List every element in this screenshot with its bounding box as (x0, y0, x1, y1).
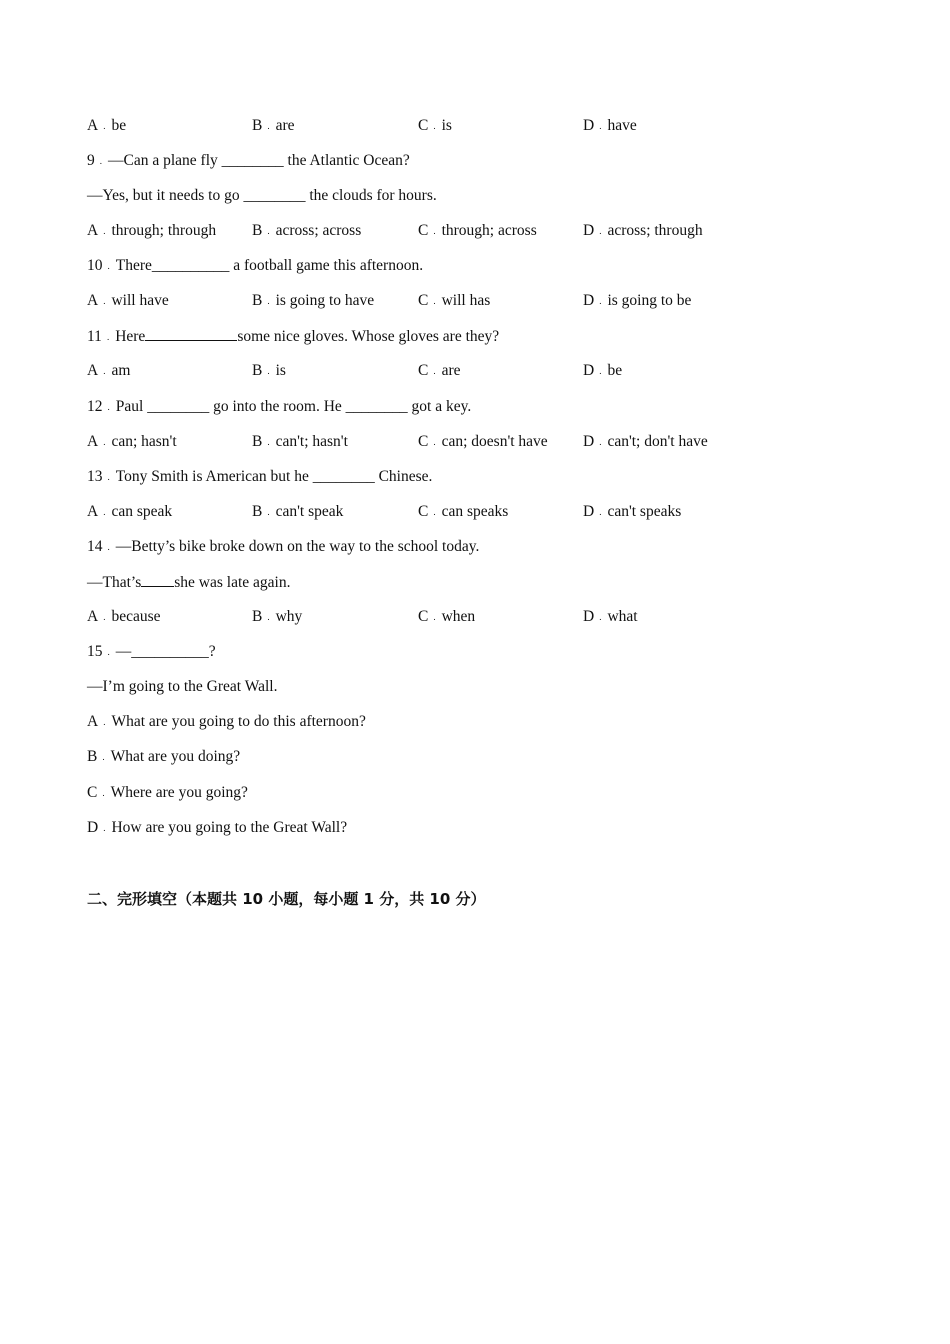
q8-option-d[interactable]: D . have (583, 117, 637, 134)
q13-option-d[interactable]: D . can't speaks (583, 503, 682, 520)
q11-option-b[interactable]: B . is (252, 362, 286, 379)
q14-option-b[interactable]: B . why (252, 608, 303, 625)
q11-option-d[interactable]: D . be (583, 362, 623, 379)
q12-option-a[interactable]: A . can; hasn't (87, 433, 177, 450)
section-2-title: 二、完形填空（本题共 10 小题，每小题 1 分，共 10 分） (87, 890, 486, 908)
q10-options (87, 291, 807, 311)
q11-blank (145, 326, 237, 341)
q12-stem: 12 . Paul ________ go into the room. He ________ got a key. (87, 398, 472, 415)
q10-option-a[interactable]: A . will have (87, 292, 169, 309)
q11-option-c[interactable]: C . are (418, 362, 461, 379)
q15-option-b[interactable]: B . What are you doing? (87, 748, 241, 765)
q12-option-c[interactable]: C . can; doesn't have (418, 433, 548, 450)
q12-blank-2: ________ (345, 398, 408, 415)
q15-blank: __________ (131, 643, 209, 660)
q14-options (87, 607, 807, 627)
q13-option-c[interactable]: C . can speaks (418, 503, 509, 520)
q14-stem: 14 . —Betty’s bike broke down on the way to the school today. (87, 538, 480, 555)
q12-option-d[interactable]: D . can't; don't have (583, 433, 708, 450)
q8-option-a[interactable]: A . be (87, 117, 127, 134)
q9-option-a[interactable]: A . through; through (87, 222, 217, 239)
q9-option-c[interactable]: C . through; across (418, 222, 537, 239)
q14-stem-line-2: —That’s she was late again. (87, 574, 291, 591)
q9-option-d[interactable]: D . across; through (583, 222, 703, 239)
q12-options (87, 432, 807, 452)
q10-option-b[interactable]: B . is going to have (252, 292, 375, 309)
q13-option-a[interactable]: A . can speak (87, 503, 173, 520)
q9-blank-1: ________ (221, 152, 284, 169)
q14-option-a[interactable]: A . because (87, 608, 161, 625)
q12-option-b[interactable]: B . can't; hasn't (252, 433, 348, 450)
q15-stem: 15 . —__________? (87, 643, 216, 660)
q10-blank: __________ (151, 257, 230, 274)
q13-options (87, 502, 807, 522)
q15-option-c[interactable]: C . Where are you going? (87, 784, 248, 801)
q8-option-b[interactable]: B . are (252, 117, 295, 134)
q10-option-d[interactable]: D . is going to be (583, 292, 692, 309)
q11-stem: 11 . Here some nice gloves. Whose gloves are they? (87, 328, 500, 345)
q9-stem: 9 . —Can a plane fly ________ the Atlantic Ocean? (87, 152, 410, 169)
q15-option-a[interactable]: A . What are you going to do this afternoon? (87, 713, 366, 730)
q10-stem: 10 . There__________ a football game this afternoon. (87, 257, 424, 274)
q9-blank-2: ________ (243, 187, 306, 204)
q15-stem-line-2: —I’m going to the Great Wall. (87, 678, 278, 695)
q8-options (87, 116, 807, 136)
q11-options (87, 361, 807, 381)
q9-options (87, 221, 807, 241)
q8-option-c[interactable]: C . is (418, 117, 452, 134)
q10-option-c[interactable]: C . will has (418, 292, 491, 309)
q14-option-d[interactable]: D . what (583, 608, 638, 625)
q14-option-c[interactable]: C . when (418, 608, 476, 625)
q13-stem: 13 . Tony Smith is American but he ________ Chinese. (87, 468, 433, 485)
q13-blank: ________ (312, 468, 375, 485)
q12-blank-1: ________ (147, 398, 210, 415)
q9-stem-line-2: —Yes, but it needs to go ________ the clouds for hours. (87, 187, 437, 204)
q9-option-b[interactable]: B . across; across (252, 222, 362, 239)
q11-option-a[interactable]: A . am (87, 362, 131, 379)
q13-option-b[interactable]: B . can't speak (252, 503, 344, 520)
q15-option-d[interactable]: D . How are you going to the Great Wall? (87, 819, 348, 836)
q14-blank (141, 572, 174, 587)
